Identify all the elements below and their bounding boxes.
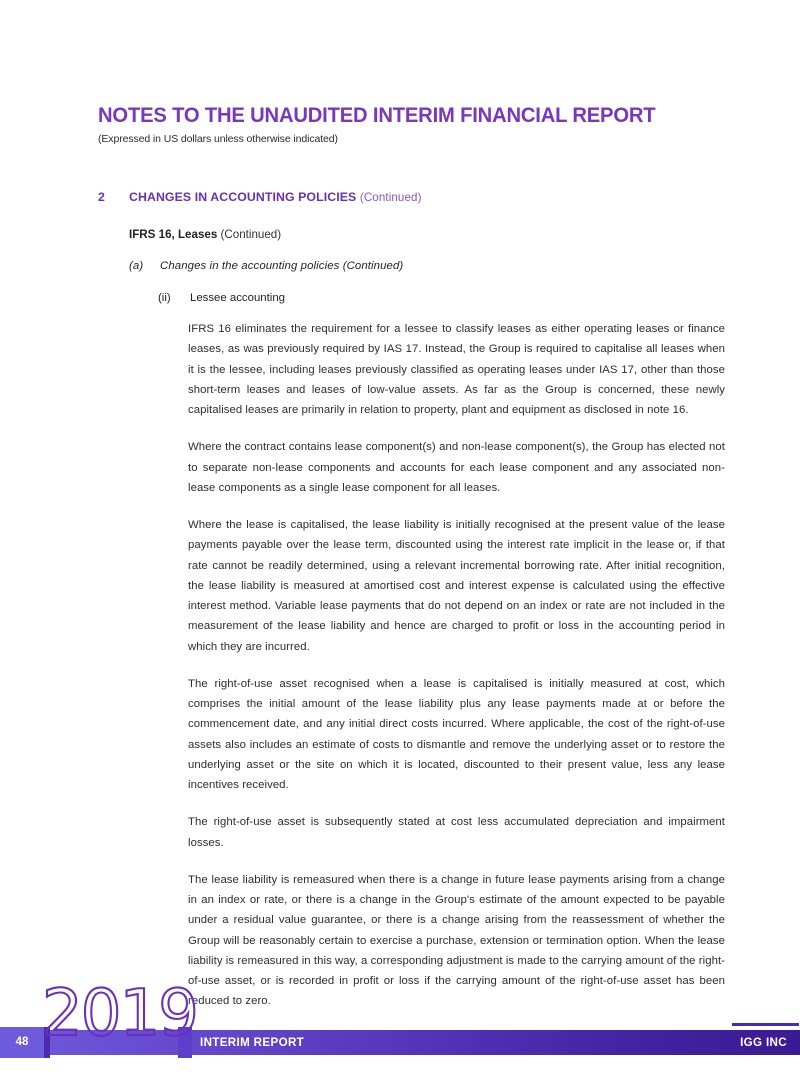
year-logo: 2019 [42,977,197,1051]
page-title: NOTES TO THE UNAUDITED INTERIM FINANCIAL REPORT [98,103,656,127]
subsection-continued-label: (Continued) [220,228,282,241]
footer-accent-rule [732,1023,799,1026]
level-a-marker: (a) [129,260,144,272]
body-paragraph: The lease liability is remeasured when there is a change in future lease payments arising from a change in an index or rate, or there is a change in the Group's estimate of the amount expected to be payable under a residual value guarantee, or there is a change arising from the reassessment of whether the Group will be reasonably certain to exercise a purchase, extension or termination option. When the lease liability is remeasured in this way, a corresponding adjustment is made to the carrying amount of the right-of-use asset, or is recorded in profit or loss if the carrying amount of the right-of-use asset has been reduced to zero. [188,873,725,1008]
section-continued-label: (Continued) [359,191,422,204]
body-paragraph: The right-of-use asset recognised when a lease is capitalised is initially measured at cost, which comprises the initial amount of the lease liability plus any lease payments made at or before the commencement date, and any initial direct costs incurred. Where applicable, the cost of the right-of-use assets also includes an estimate of costs to dismantle and remove the underlying asset or to restore the underlying asset or the site on which it is located, discounted to their present value, less any lease incentives received. [188,677,725,791]
section-number: 2 [98,190,105,204]
body-paragraph: IFRS 16 eliminates the requirement for a lessee to classify leases as either operating leases or finance leases, as was previously required by IAS 17. Instead, the Group is required to capitalise all leases when it is the lessee, including leases previously classified as operating leases under IAS 17, other than those short-term leases and leases of low-value assets. As far as the Group is concerned, these newly capitalised leases are primarily in relation to property, plant and equipment as disclosed in note 16. [188,323,725,416]
section-title: CHANGES IN ACCOUNTING POLICIES [129,190,357,204]
subsection-title: IFRS 16, Leases [129,228,218,241]
list-item-level-a [129,260,403,272]
list-item-level-ii [158,292,285,304]
level-ii-marker: (ii) [158,292,171,304]
page-subtitle: (Expressed in US dollars unless otherwise indicated) [98,132,338,145]
body-paragraph: Where the lease is capitalised, the lease liability is initially recognised at the present value of the lease payments payable over the lease term, discounted using the interest rate implicit in the lease or, if that rate cannot be readily determined, using a relevant incremental borrowing rate. After initial recognition, the lease liability is measured at amortised cost and interest expense is calculated using the effective interest method. Variable lease payments that do not depend on an index or rate are not included in the measurement of the lease liability and hence are charged to profit or loss in the accounting period in which they are incurred. [188,519,725,653]
body-paragraph: Where the contract contains lease component(s) and non-lease component(s), the Group has elected not to separate non-lease components and accounts for each lease component and any associated non-lease components as a single lease component for all leases. [188,441,725,494]
section-heading [98,190,738,204]
body-paragraph: The right-of-use asset is subsequently stated at cost less accumulated depreciation and impairment losses. [188,816,725,849]
subsection-heading [129,228,281,241]
level-a-title: Changes in the accounting policies (Continued) [160,260,404,272]
page-number: 48 [15,1036,29,1048]
body-text-block [188,319,725,1012]
footer-right-label: IGG INC [740,1036,787,1049]
footer-left-label: INTERIM REPORT [200,1036,305,1049]
document-header [98,104,728,145]
level-ii-title: Lessee accounting [190,292,285,304]
